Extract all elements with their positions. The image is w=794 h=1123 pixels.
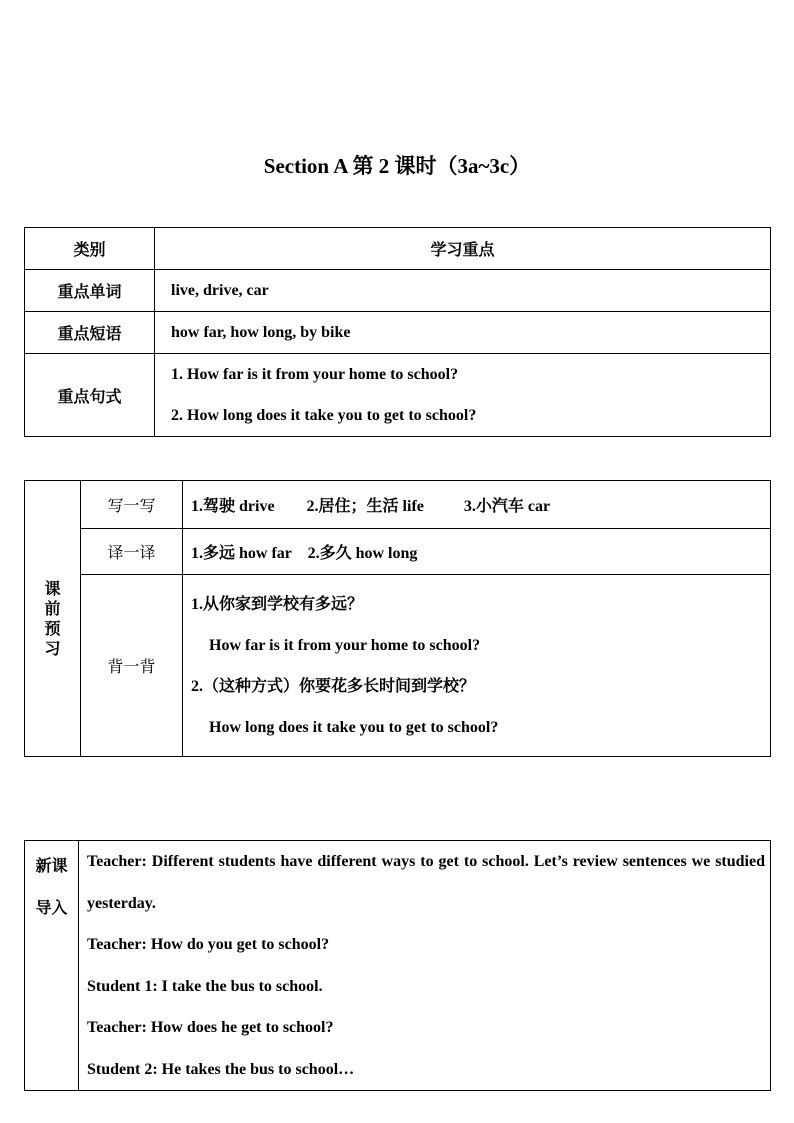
row-label-phrases: 重点短语 <box>25 312 155 354</box>
sentence-2: 2. How long does it take you to get to school? <box>171 407 477 424</box>
sentence-1: 1. How far is it from your home to school? <box>171 366 459 383</box>
table-row <box>25 575 771 757</box>
side-char: 预 <box>44 618 61 638</box>
lead-in-table <box>24 840 771 1091</box>
side-char: 习 <box>44 638 61 658</box>
lead-in-dialogue <box>79 841 771 1091</box>
side-text-bottom: 导入 <box>35 897 68 917</box>
header-key-points: 学习重点 <box>155 228 771 270</box>
recite-value <box>183 575 771 757</box>
dialogue-line-1: Teacher: Different students have different ways to get to school. Let’s review sentences we studied yesterday. <box>87 853 765 912</box>
header-category: 类别 <box>25 228 155 270</box>
preview-table <box>24 480 771 757</box>
table-row <box>25 841 771 1091</box>
row-value-sentences <box>155 354 771 437</box>
dialogue-line-5: Student 2: He takes the bus to school… <box>87 1060 355 1078</box>
table-row <box>25 529 771 575</box>
write-value: 1.驾驶 drive 2.居住；生活 life 3.小汽车 car <box>183 481 771 529</box>
table-row <box>25 270 771 312</box>
dialogue-line-3: Student 1: I take the bus to school. <box>87 977 323 995</box>
translate-value: 1.多远 how far 2.多久 how long <box>183 529 771 575</box>
translate-label: 译一译 <box>81 529 183 575</box>
recite-line-1: 1.从你家到学校有多远？ <box>191 595 364 613</box>
recite-line-4: How long does it take you to get to school? <box>209 718 499 736</box>
table-header-row <box>25 228 771 270</box>
write-label: 写一写 <box>81 481 183 529</box>
table-row <box>25 354 771 437</box>
dialogue-line-2: Teacher: How do you get to school? <box>87 936 330 953</box>
dialogue-line-4: Teacher: How does he get to school? <box>87 1019 334 1036</box>
key-points-table <box>24 227 771 437</box>
recite-label: 背一背 <box>81 575 183 757</box>
recite-line-2: How far is it from your home to school? <box>209 636 481 654</box>
side-char: 课 <box>44 578 61 598</box>
table-row <box>25 312 771 354</box>
row-value-phrases: how far, how long, by bike <box>155 312 771 354</box>
row-label-sentences: 重点句式 <box>25 354 155 437</box>
side-text-top: 新课 <box>35 856 68 875</box>
row-value-words: live, drive, car <box>155 270 771 312</box>
table-row <box>25 481 771 529</box>
page-title: Section A 第 2 课时（3a~3c） <box>263 154 531 178</box>
side-char: 前 <box>44 598 61 618</box>
row-label-words: 重点单词 <box>25 270 155 312</box>
preview-side-label <box>25 481 81 757</box>
lead-in-side-label <box>25 841 79 1091</box>
recite-line-3: 2.（这种方式）你要花多长时间到学校？ <box>191 677 476 695</box>
